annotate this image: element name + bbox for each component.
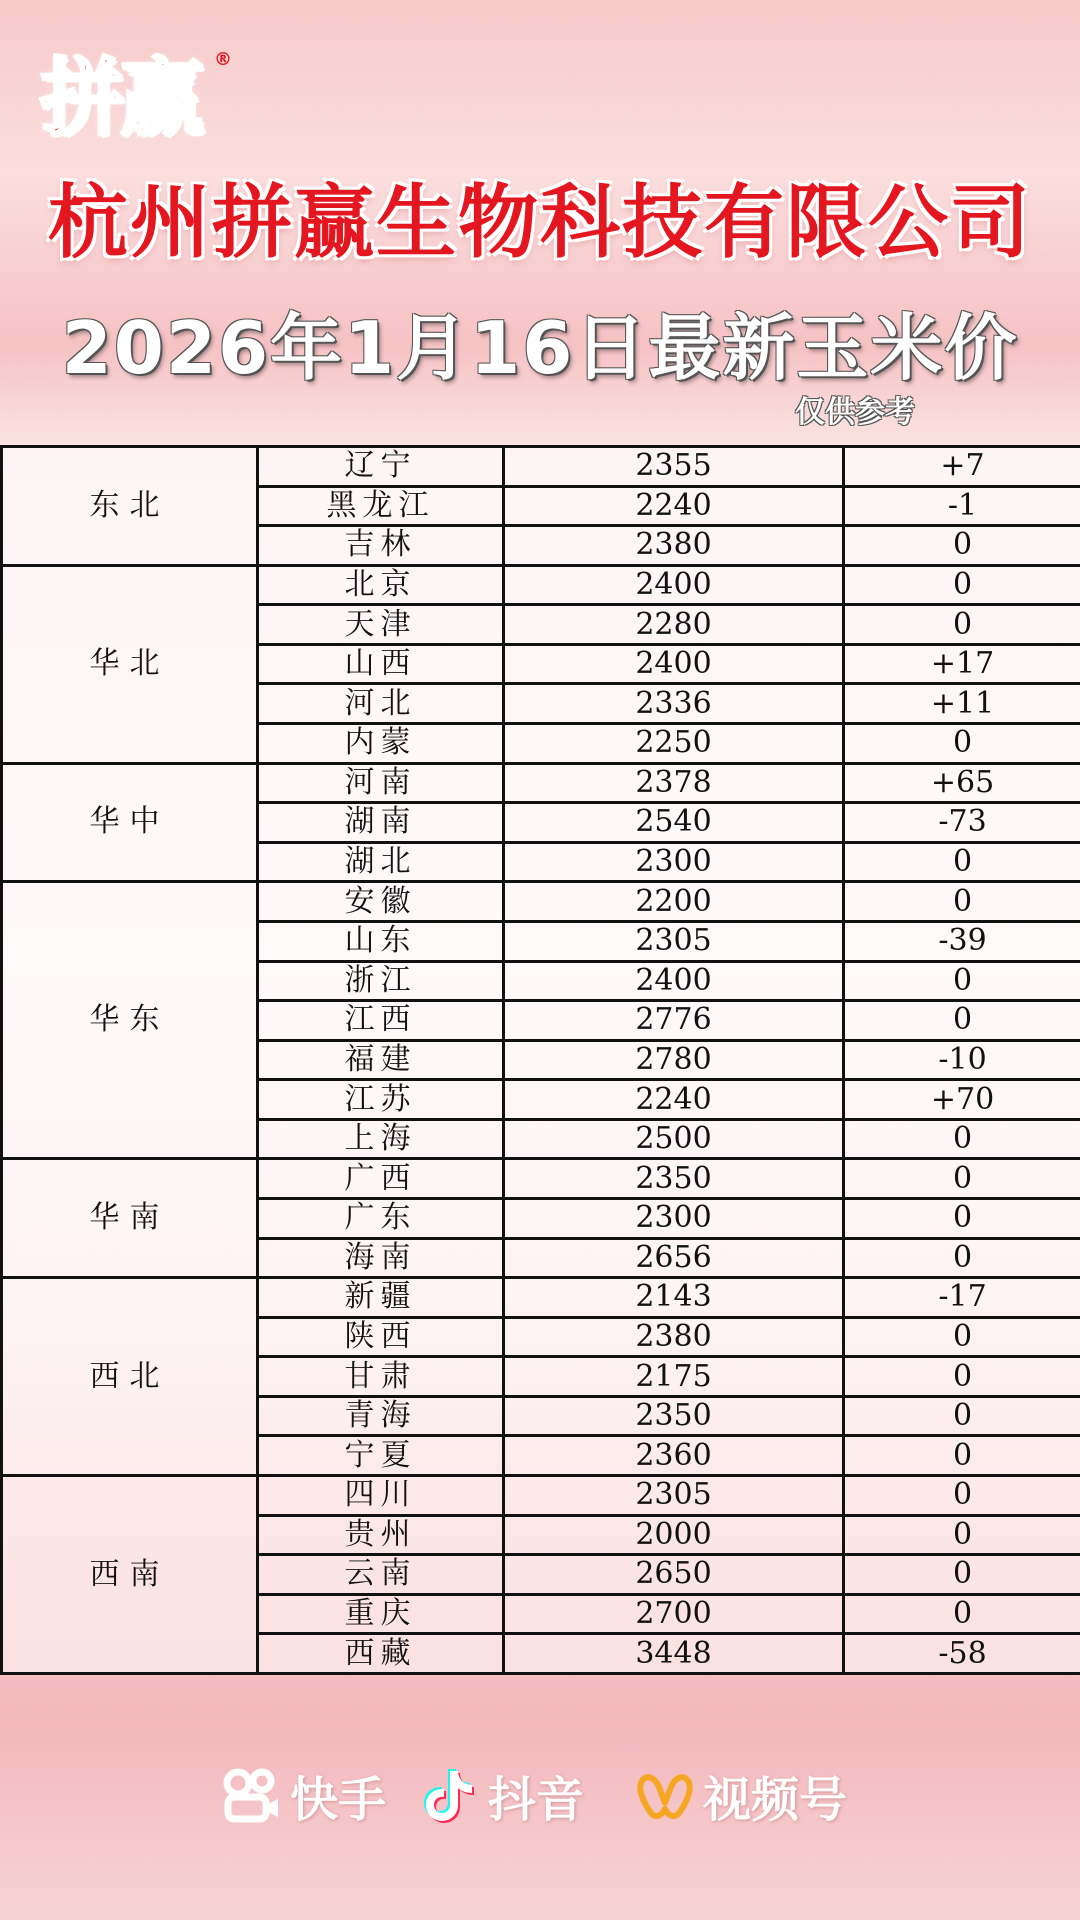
province-cell: 云南 [258,1555,504,1595]
price-cell: 2380 [504,526,844,566]
province-cell: 甘肃 [258,1357,504,1397]
change-cell: 0 [844,1198,1080,1238]
price-cell: 2540 [504,803,844,843]
change-cell: 0 [844,1001,1080,1041]
province-cell: 吉林 [258,526,504,566]
kuaishou-icon [222,1765,282,1825]
price-cell: 2305 [504,1476,844,1516]
footer-platforms [0,1740,1080,1860]
region-cell: 华东 [2,882,258,1159]
region-cell: 西南 [2,1476,258,1674]
change-cell: 0 [844,565,1080,605]
province-cell: 福建 [258,1040,504,1080]
province-cell: 安徽 [258,882,504,922]
province-cell: 黑龙江 [258,486,504,526]
province-cell: 贵州 [258,1515,504,1555]
change-cell: 0 [844,1594,1080,1634]
price-cell: 2300 [504,842,844,882]
change-cell: -1 [844,486,1080,526]
price-cell: 2336 [504,684,844,724]
region-cell: 东北 [2,447,258,566]
price-cell: 2656 [504,1238,844,1278]
price-cell: 2355 [504,447,844,487]
province-cell: 湖北 [258,842,504,882]
province-cell: 辽宁 [258,447,504,487]
change-cell: +70 [844,1080,1080,1120]
price-cell: 2280 [504,605,844,645]
price-cell: 2200 [504,882,844,922]
table-row [2,1476,1080,1516]
price-cell: 2380 [504,1317,844,1357]
province-cell: 河南 [258,763,504,803]
header [0,0,1080,445]
change-cell: 0 [844,1515,1080,1555]
region-cell: 西北 [2,1278,258,1476]
change-cell: 0 [844,724,1080,764]
change-cell: -58 [844,1634,1080,1674]
change-cell: 0 [844,842,1080,882]
price-cell: 2305 [504,921,844,961]
platform-label: 视频号 [703,1771,848,1828]
province-cell: 湖南 [258,803,504,843]
change-cell: 0 [844,1476,1080,1516]
price-table [0,445,1080,1675]
platform-channels[interactable] [635,1760,847,1830]
province-cell: 内蒙 [258,724,504,764]
region-cell: 华中 [2,763,258,882]
price-cell: 2400 [504,565,844,605]
province-cell: 江西 [258,1001,504,1041]
disclaimer-note: 仅供参考 [795,395,915,430]
change-cell: -10 [844,1040,1080,1080]
province-cell: 河北 [258,684,504,724]
change-cell: 0 [844,1119,1080,1159]
change-cell: +17 [844,644,1080,684]
platform-label: 快手 [290,1771,387,1828]
change-cell: 0 [844,961,1080,1001]
province-cell: 陕西 [258,1317,504,1357]
province-cell: 上海 [258,1119,504,1159]
change-cell: 0 [844,605,1080,645]
price-cell: 3448 [504,1634,844,1674]
brand-logo [40,48,240,153]
province-cell: 新疆 [258,1278,504,1318]
change-cell: -73 [844,803,1080,843]
table-row [2,882,1080,922]
price-cell: 2240 [504,1080,844,1120]
price-table-body [2,447,1080,1674]
province-cell: 四川 [258,1476,504,1516]
province-cell: 海南 [258,1238,504,1278]
page-title: 2026年1月16日最新玉米价 [61,306,1019,390]
price-cell: 2350 [504,1159,844,1199]
table-row [2,565,1080,605]
change-cell: -17 [844,1278,1080,1318]
change-cell: 0 [844,526,1080,566]
province-cell: 天津 [258,605,504,645]
price-cell: 2240 [504,486,844,526]
change-cell: 0 [844,1159,1080,1199]
channels-icon [635,1765,695,1825]
province-cell: 山西 [258,644,504,684]
price-cell: 2400 [504,644,844,684]
province-cell: 广西 [258,1159,504,1199]
douyin-icon [420,1765,480,1825]
region-cell: 华南 [2,1159,258,1278]
change-cell: +11 [844,684,1080,724]
change-cell: 0 [844,1555,1080,1595]
logo-text: 拼赢 [40,49,201,147]
platform-douyin[interactable] [420,1760,584,1830]
change-cell: 0 [844,1317,1080,1357]
table-row [2,763,1080,803]
platform-kuaishou[interactable] [222,1760,386,1830]
province-cell: 北京 [258,565,504,605]
price-cell: 2143 [504,1278,844,1318]
company-name: 杭州拼赢生物科技有限公司 [48,175,1032,269]
province-cell: 青海 [258,1396,504,1436]
change-cell: 0 [844,1436,1080,1476]
price-cell: 2700 [504,1594,844,1634]
price-cell: 2300 [504,1198,844,1238]
platform-label: 抖音 [488,1771,585,1828]
province-cell: 宁夏 [258,1436,504,1476]
change-cell: +7 [844,447,1080,487]
change-cell: -39 [844,921,1080,961]
price-cell: 2175 [504,1357,844,1397]
price-cell: 2350 [504,1396,844,1436]
table-row [2,1159,1080,1199]
price-cell: 2776 [504,1001,844,1041]
price-cell: 2000 [504,1515,844,1555]
price-table-container [0,445,1080,1675]
registered-mark: ® [214,49,232,70]
table-row [2,1278,1080,1318]
province-cell: 山东 [258,921,504,961]
price-cell: 2250 [504,724,844,764]
price-cell: 2780 [504,1040,844,1080]
price-cell: 2378 [504,763,844,803]
province-cell: 重庆 [258,1594,504,1634]
province-cell: 广东 [258,1198,504,1238]
table-row [2,447,1080,487]
price-cell: 2650 [504,1555,844,1595]
province-cell: 浙江 [258,961,504,1001]
change-cell: 0 [844,882,1080,922]
change-cell: 0 [844,1396,1080,1436]
region-cell: 华北 [2,565,258,763]
province-cell: 江苏 [258,1080,504,1120]
price-cell: 2360 [504,1436,844,1476]
price-cell: 2400 [504,961,844,1001]
change-cell: 0 [844,1238,1080,1278]
province-cell: 西藏 [258,1634,504,1674]
change-cell: +65 [844,763,1080,803]
price-cell: 2500 [504,1119,844,1159]
change-cell: 0 [844,1357,1080,1397]
